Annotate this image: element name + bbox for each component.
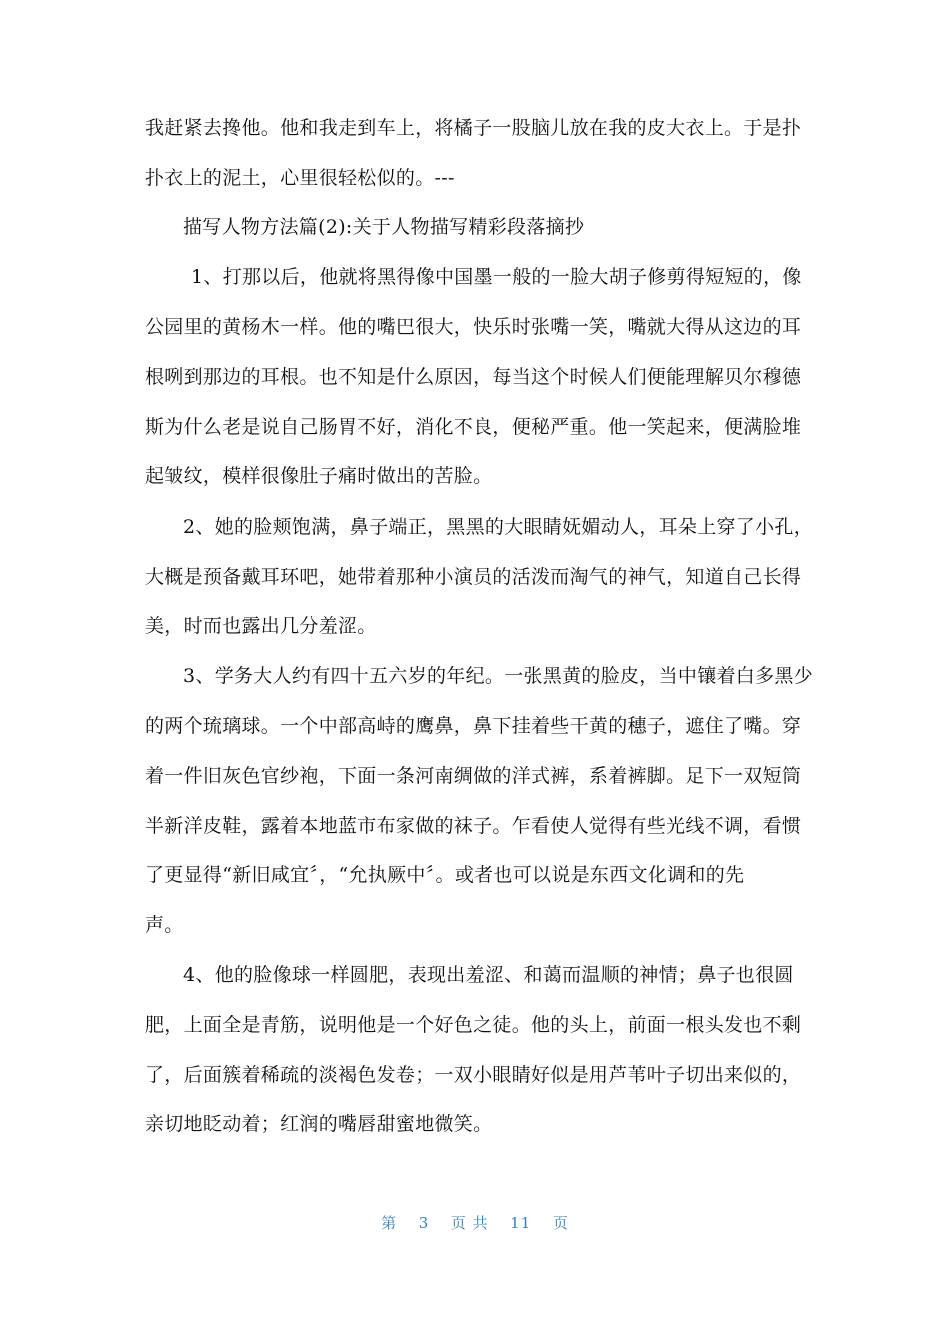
body-line: 着一件旧灰色官纱袍，下面一条河南绸做的洋式裤，系着裤脚。足下一双短筒 [145,765,802,787]
body-line: 1、打那以后，他就将黑得像中国墨一般的一脸大胡子修剪得短短的，像 [191,266,802,288]
body-line: 了更显得“新旧咸宜〞，“允执厥中〞。或者也可以说是东西文化调和的先 [145,864,745,886]
body-line: 起皱纹，模样很像肚子痛时做出的苦脸。 [145,465,493,487]
body-line: 公园里的黄杨木一样。他的嘴巴很大，快乐时张嘴一笑，嘴就大得从这边的耳 [145,316,802,338]
body-line: 3、学务大人约有四十五六岁的年纪。一张黑黄的脸皮，当中镶着白多黑少 [183,665,813,687]
body-line: 扑衣上的泥土，心里很轻松似的。--- [145,167,455,189]
body-line: 了，后面簇着稀疏的淡褐色发卷；一双小眼睛好似是用芦苇叶子切出来似的， [145,1064,802,1086]
body-line: 肥，上面全是青筋，说明他是一个好色之徒。他的头上，前面一根头发也不剩 [145,1014,802,1036]
section-heading: 描写人物方法篇(2):关于人物描写精彩段落摘抄 [183,216,585,238]
footer-prefix: 第 [381,1214,398,1232]
page-footer [0,1212,950,1233]
body-line: 根咧到那边的耳根。也不知是什么原因，每当这个时候人们便能理解贝尔穆德 [145,366,802,388]
body-line: 我赶紧去搀他。他和我走到车上，将橘子一股脑儿放在我的皮大衣上。于是扑 [145,117,802,139]
body-line: 4、他的脸像球一样圆肥，表现出羞涩、和蔼而温顺的神情；鼻子也很圆 [183,964,794,986]
body-line: 半新洋皮鞋，露着本地蓝市布家做的袜子。乍看使人觉得有些光线不调，看惯 [145,815,802,837]
footer-total-pages: 11 [510,1214,532,1232]
body-line: 美，时而也露出几分羞涩。 [145,615,377,637]
body-line: 大概是预备戴耳环吧，她带着那种小演员的活泼而淘气的神气，知道自己长得 [145,566,802,588]
body-line: 声。 [145,914,184,936]
body-line: 斯为什么老是说自己肠胃不好，消化不良，便秘严重。他一笑起来，便满脸堆 [145,416,802,438]
body-line: 的两个琉璃球。一个中部高峙的鹰鼻，鼻下挂着些干黄的穗子，遮住了嘴。穿 [145,715,802,737]
footer-suffix: 页 [552,1214,569,1232]
body-line: 2、她的脸颊饱满，鼻子端正，黑黑的大眼睛妩媚动人，耳朵上穿了小孔， [183,516,813,538]
footer-current-page: 3 [418,1214,430,1232]
body-line: 亲切地眨动着；红润的嘴唇甜蜜地微笑。 [145,1113,493,1135]
footer-mid: 页 共 [450,1214,489,1232]
